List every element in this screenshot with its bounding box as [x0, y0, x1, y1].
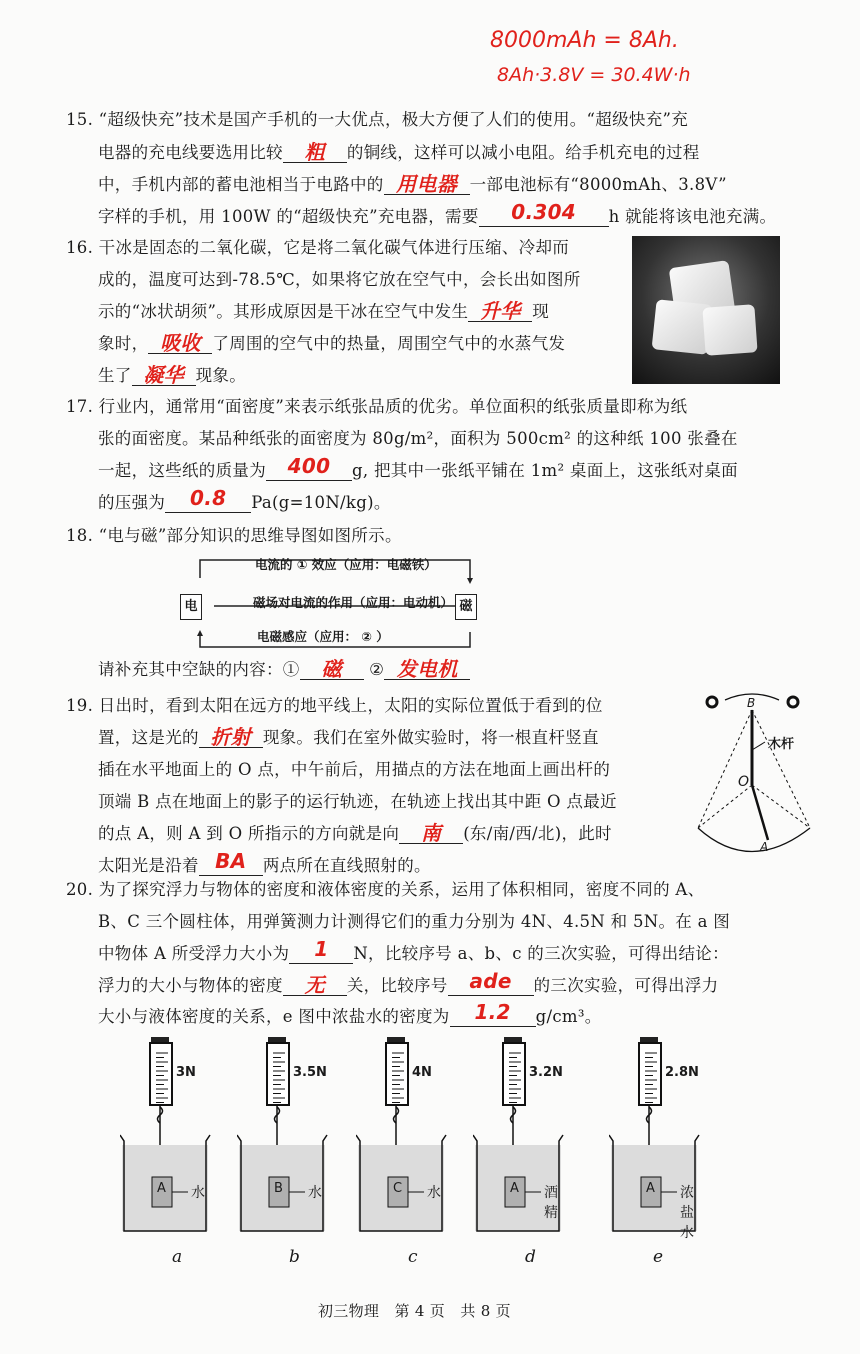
answer-blank[interactable] — [384, 174, 470, 195]
answer-blank[interactable] — [199, 727, 263, 748]
handwritten-note-1: 8000mAh = 8Ah. — [490, 28, 679, 53]
question-text: 置，这是光的 — [98, 728, 199, 747]
label-O: O — [738, 774, 750, 790]
handwritten-answer: 400 — [287, 454, 331, 478]
q1-line — [98, 266, 581, 290]
q0-line — [98, 171, 727, 195]
handwritten-answer: 吸收 — [160, 331, 201, 355]
handwritten-answer: 磁 — [321, 657, 342, 681]
question-text: 现象。 — [195, 366, 247, 385]
mind-map-bottom: 电磁感应（应用： ② ） — [257, 629, 389, 644]
q5-line — [98, 724, 599, 748]
q2-line — [98, 454, 738, 481]
figure-caption: a — [172, 1247, 183, 1267]
question-text: 16. 干冰是固态的二氧化碳，它是将二氧化碳气体进行压缩、冷却而 — [66, 238, 570, 257]
question-text: g/cm³。 — [535, 1007, 602, 1026]
handwritten-answer: 无 — [304, 973, 325, 997]
mind-map-top: 电流的 ① 效应（应用：电磁铁） — [255, 557, 437, 572]
answer-blank[interactable] — [199, 849, 263, 876]
question-text: 现象。我们在室外做实验时，将一根直杆竖直 — [262, 728, 599, 747]
liquid-label: 酒精 — [544, 1185, 558, 1221]
block-label: B — [274, 1181, 283, 1196]
handwritten-answer: 凝华 — [143, 363, 184, 387]
question-text: h 就能将该电池充满。 — [608, 207, 777, 226]
label-B: B — [747, 696, 756, 710]
handwritten-answer: 南 — [421, 821, 442, 845]
answer-blank[interactable] — [165, 486, 251, 513]
block-label: A — [510, 1181, 519, 1196]
figure-caption: c — [408, 1247, 418, 1267]
block-label: A — [646, 1181, 655, 1196]
dry-ice-photo — [632, 236, 780, 384]
question-text: 字样的手机，用 100W 的“超级快充”充电器，需要 — [98, 207, 479, 226]
question-text: 两点所在直线照射的。 — [262, 856, 431, 875]
q5-line — [66, 692, 603, 716]
handwritten-answer: ade — [469, 969, 512, 993]
q2-line — [98, 425, 738, 449]
question-text: 张的面密度。某品种纸张的面密度为 80g/m²，面积为 500cm² 的这种纸 100 张叠在 — [98, 429, 738, 448]
question-text: Pa(g=10N/kg)。 — [251, 493, 391, 512]
handwritten-note-2: 8Ah·3.8V = 30.4W·h — [497, 64, 691, 86]
answer-blank[interactable] — [399, 823, 463, 844]
page-footer: 初三物理 第 4 页 共 8 页 — [318, 1302, 511, 1320]
liquid-label: 水 — [308, 1185, 322, 1201]
question-text: 20. 为了探究浮力与物体的密度和液体密度的关系，运用了体积相同，密度不同的 A、 — [66, 880, 705, 899]
handwritten-answer: 升华 — [479, 299, 521, 323]
answer-blank[interactable] — [132, 365, 196, 386]
question-text: 的三次实验，可得出浮力 — [533, 976, 719, 995]
question-text: 大小与液体密度的关系，e 图中浓盐水的密度为 — [98, 1007, 450, 1026]
answer-blank[interactable] — [468, 301, 532, 322]
question-text: 的铜线，这样可以减小电阻。给手机充电的过程 — [346, 143, 700, 162]
question-text: ② — [363, 660, 385, 679]
question-text: 18. “电与磁”部分知识的思维导图如图所示。 — [66, 526, 402, 545]
question-text: 成的，温度可达到-78.5℃，如果将它放在空气中，会长出如图所 — [98, 270, 581, 289]
q0-line — [66, 106, 688, 130]
q0-line — [98, 139, 700, 163]
question-text: (东/南/西/北)，此时 — [463, 824, 612, 843]
question-text: 示的“冰状胡须”。其形成原因是干冰在空气中发生 — [98, 302, 469, 321]
answer-blank[interactable] — [300, 659, 364, 680]
handwritten-answer: 折射 — [210, 725, 252, 749]
answer-blank[interactable] — [266, 454, 352, 481]
question-text: 请补充其中空缺的内容：① — [98, 660, 300, 679]
liquid-label: 浓盐水 — [680, 1185, 694, 1241]
scale-reading: 3.5N — [293, 1065, 327, 1080]
q6-line — [98, 908, 730, 932]
question-text: 中物体 A 所受浮力大小为 — [98, 944, 290, 963]
liquid-label: 水 — [191, 1185, 205, 1201]
question-text: 的压强为 — [98, 493, 166, 512]
figure-caption: d — [525, 1247, 536, 1267]
question-text: 一起，这些纸的质量为 — [98, 461, 266, 480]
question-text: N，比较序号 a、b、c 的三次实验，可得出结论： — [353, 944, 729, 963]
handwritten-answer: 0.304 — [511, 200, 576, 224]
box-electricity: 电 — [180, 594, 202, 620]
box-magnetism: 磁 — [455, 594, 477, 620]
mind-map-middle: 磁场对电流的作用（应用：电动机） — [253, 595, 454, 610]
figure-caption: e — [653, 1247, 664, 1267]
handwritten-answer: BA — [215, 849, 247, 873]
liquid-label: 水 — [427, 1185, 441, 1201]
q5-line — [98, 849, 431, 876]
handwritten-answer: 1.2 — [474, 1000, 511, 1024]
q1-line — [98, 362, 246, 386]
q4-line — [98, 656, 470, 680]
q5-line — [98, 820, 612, 844]
block-label: A — [157, 1181, 166, 1196]
label-rod: 木杆 — [768, 737, 795, 752]
answer-blank[interactable] — [479, 200, 609, 227]
question-text: 中，手机内部的蓄电池相当于电路中的 — [98, 175, 384, 194]
q1-line — [98, 330, 565, 354]
question-text: 的点 A，则 A 到 O 所指示的方向就是向 — [98, 824, 400, 843]
question-text: 顶端 B 点在地面上的影子的运行轨迹，在轨迹上找出其中距 O 点最近 — [98, 792, 617, 811]
q1-line — [66, 234, 569, 258]
block-label: C — [393, 1181, 403, 1196]
question-text: 生了 — [98, 366, 132, 385]
handwritten-answer: 0.8 — [190, 486, 227, 510]
q6-line — [98, 937, 729, 964]
answer-blank[interactable] — [148, 333, 212, 354]
answer-blank[interactable] — [289, 937, 353, 964]
question-text: 15. “超级快充”技术是国产手机的一大优点，极大方便了人们的使用。“超级快充”充 — [66, 110, 689, 129]
q6-line — [66, 876, 704, 900]
scale-reading: 3N — [176, 1065, 196, 1080]
question-text: 浮力的大小与物体的密度 — [98, 976, 283, 995]
handwritten-answer: 用电器 — [396, 172, 458, 196]
q1-line — [98, 298, 549, 322]
question-text: 插在水平地面上的 O 点，中午前后，用描点的方法在地面上画出杆的 — [98, 760, 611, 779]
scale-reading: 4N — [412, 1065, 432, 1080]
q6-line — [98, 1000, 602, 1027]
answer-blank[interactable] — [283, 142, 347, 163]
handwritten-answer: 粗 — [304, 140, 325, 164]
question-text: 太阳光是沿着 — [98, 856, 199, 875]
handwritten-answer: 发电机 — [396, 657, 458, 681]
answer-blank[interactable] — [283, 975, 347, 996]
answer-blank[interactable] — [450, 1000, 536, 1027]
answer-blank[interactable] — [448, 969, 534, 996]
question-text: B、C 三个圆柱体，用弹簧测力计测得它们的重力分别为 4N、4.5N 和 5N。在 a 图 — [98, 912, 731, 931]
label-A: A — [760, 840, 769, 854]
question-text: 象时， — [98, 334, 149, 353]
q2-line — [98, 486, 391, 513]
question-text: 17. 行业内，通常用“面密度”来表示纸张品质的优劣。单位面积的纸张质量即称为纸 — [66, 397, 688, 416]
handwritten-answer: 1 — [314, 937, 329, 961]
q6-line — [98, 969, 719, 997]
q5-line — [98, 756, 610, 780]
question-text: 关，比较序号 — [346, 976, 448, 995]
q2-line — [66, 393, 687, 417]
question-text: 一部电池标有“8000mAh、3.8V” — [469, 175, 727, 194]
figure-caption: b — [289, 1247, 300, 1267]
question-text: 现 — [532, 302, 550, 321]
question-text: g, 把其中一张纸平铺在 1m² 桌面上，这张纸对桌面 — [352, 461, 738, 480]
answer-blank[interactable] — [384, 659, 470, 680]
q3-line — [66, 522, 402, 546]
q5-line — [98, 788, 617, 812]
question-text: 19. 日出时，看到太阳在远方的地平线上，太阳的实际位置低于看到的位 — [66, 696, 603, 715]
scale-reading: 3.2N — [529, 1065, 563, 1080]
scale-reading: 2.8N — [665, 1065, 699, 1080]
question-text: 电器的充电线要选用比较 — [98, 143, 283, 162]
q0-line — [98, 200, 777, 227]
question-text: 了周围的空气中的热量，周围空气中的水蒸气发 — [212, 334, 566, 353]
